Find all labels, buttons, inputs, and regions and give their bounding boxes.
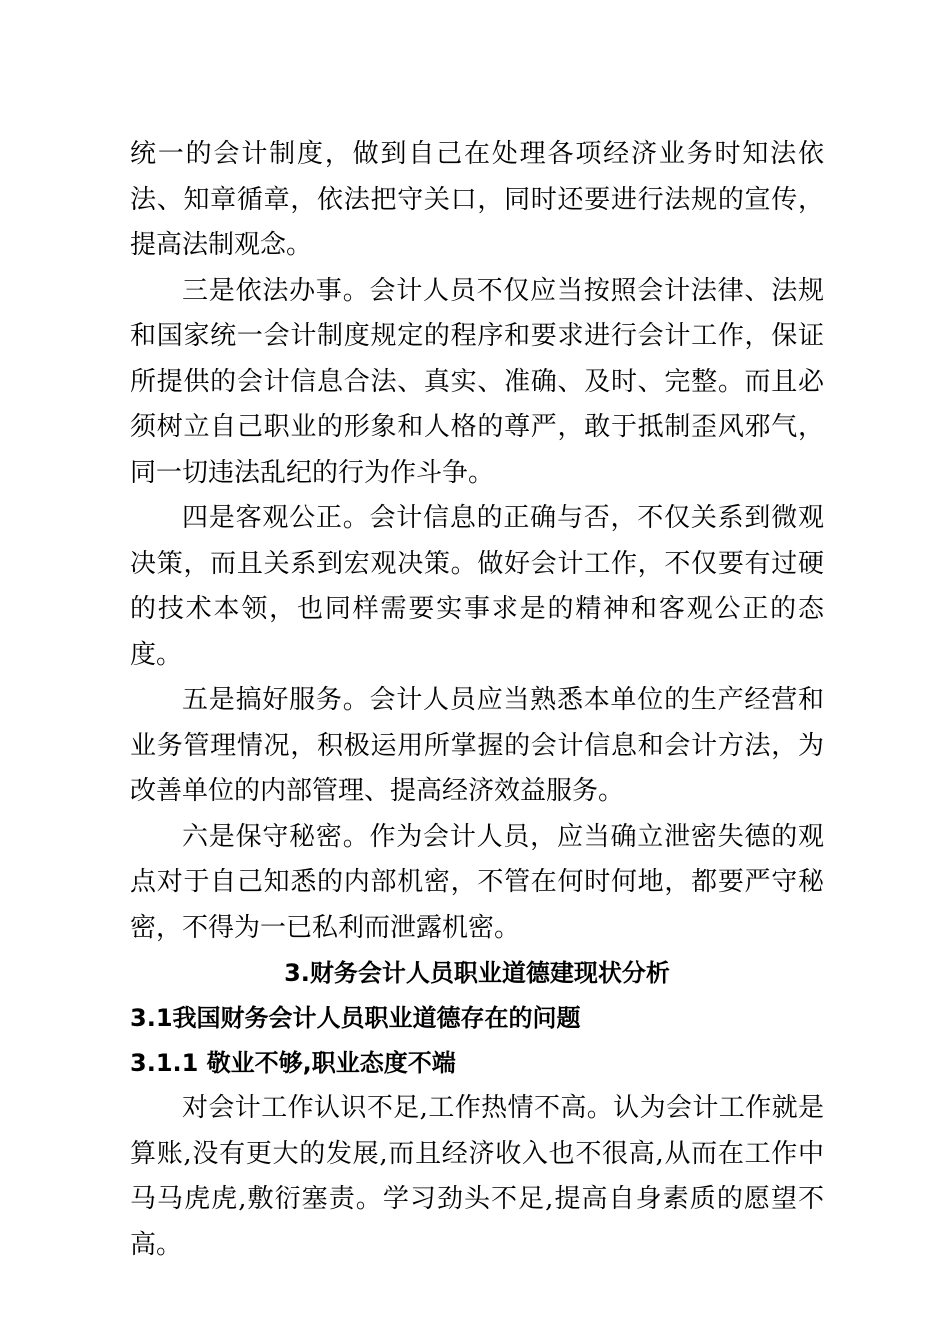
section-heading: 3.财务会计人员职业道德建现状分析 — [284, 959, 670, 987]
paragraph-dedication: 对会计工作认识不足,工作热情不高。认为会计工作就是算账,没有更大的发展,而且经济收入也不很高,从而在工作中马马虎虎,敷衍塞责。学习劲头不足,提高自身素质的愿望不高。 — [130, 1093, 824, 1260]
subsubsection-heading: 3.1.1 敬业不够,职业态度不端 — [130, 1049, 456, 1077]
paragraph-lawful-conduct: 三是依法办事。会计人员不仅应当按照会计法律、法规和国家统一会计制度规定的程序和要求进行会计工作，保证所提供的会计信息合法、真实、准确、及时、完整。而且必须树立自己职业的形象和人格的尊严，敢于抵制歪风邪气，同一切违法乱纪的行为作斗争。 — [130, 275, 824, 488]
subsection-heading: 3.1我国财务会计人员职业道德存在的问题 — [130, 1004, 581, 1032]
paragraph-continuation: 统一的会计制度，做到自己在处理各项经济业务时知法依法、知章循章，依法把守关口，同时还要进行法规的宣传，提高法制观念。 — [130, 139, 824, 260]
paragraph-confidentiality: 六是保守秘密。作为会计人员，应当确立泄密失德的观点对于自己知悉的内部机密，不管在何时何地，都要严守秘密，不得为一已私利而泄露机密。 — [130, 821, 824, 943]
paragraph-objectivity: 四是客观公正。会计信息的正确与否，不仅关系到微观决策，而且关系到宏观决策。做好会计工作，不仅要有过硬的技术本领，也同样需要实事求是的精神和客观公正的态度。 — [130, 503, 824, 670]
paragraph-service: 五是搞好服务。会计人员应当熟悉本单位的生产经营和业务管理情况，积极运用所掌握的会计信息和会计方法，为改善单位的内部管理、提高经济效益服务。 — [130, 685, 824, 806]
document-page — [130, 132, 824, 1268]
